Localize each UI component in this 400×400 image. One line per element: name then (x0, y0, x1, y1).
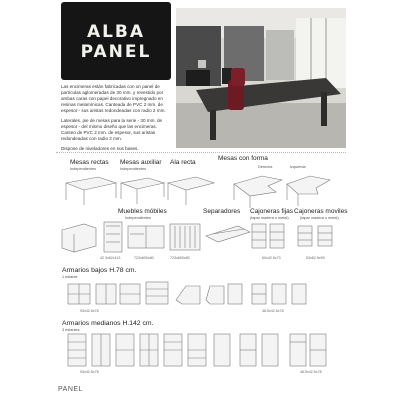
dim-muebles-moviles-a: 42 3x62x113 (100, 256, 121, 260)
armario-mediano-8 (240, 334, 256, 366)
armarios-bajos-sub: 1 estante (62, 275, 78, 279)
dim-cajoneras-moviles: 53x62.5x59 (306, 256, 325, 260)
sub-izquierda: Izquierda (290, 165, 306, 169)
intro-paragraph-3: Dispone de niveladores en sus bases. (61, 146, 139, 151)
armario-mediano-6 (188, 334, 206, 366)
dim-cajoneras-fijas: 60x42.5x73 (262, 256, 281, 260)
dim-muebles-moviles-b: 723x600x80 (134, 256, 154, 260)
armario-mediano-4 (140, 334, 158, 366)
sub-cajoneras-fijas: (tapar madera o metal) (250, 216, 289, 220)
armarios-medianos-title: Armarios medianos H.142 cm. (62, 320, 154, 327)
sub-derecha: Derecha (258, 165, 273, 169)
label-cajoneras-moviles: Cajoneras moviles (294, 208, 348, 215)
dim-muebles-moviles-c: 723x600x80 (170, 256, 190, 260)
armarios-medianos-dim-right: 46.5x42.5x78 (300, 370, 322, 374)
armarios-medianos-sub: 3 estantes (62, 328, 80, 332)
armario-mediano-5 (164, 334, 182, 366)
label-separadores: Separadores (203, 208, 241, 215)
brand-line-1: ALBA (86, 22, 146, 42)
armario-mediano-3 (116, 334, 134, 366)
armarios-bajos-title: Armarios bajos H.78 cm. (62, 267, 137, 274)
label-mesas-con-forma: Mesas con forma (218, 155, 268, 162)
intro-paragraph-1: Las encimeras están fabricadas con un panel de partículas aglomeradas de 30 mm. y revestido por ambas caras con papel decorativo impregnado en resinas melamínicas. Canteada de PVC 2 mm. de espesor - sus aristas redondeadas con radio 2 mm. (61, 84, 166, 113)
label-muebles-moviles: Muebles móbiles (118, 208, 167, 215)
footer-text: PANEL (58, 386, 83, 393)
sub-mesas-rectas: Independientes (70, 167, 96, 171)
armario-mediano-2 (92, 334, 110, 366)
armario-mediano-9 (262, 334, 278, 366)
armario-mediano-10 (290, 334, 306, 366)
armarios-bajos-dim-right: 46.5x42.5x78 (262, 309, 284, 313)
armario-mediano-11 (310, 334, 326, 366)
label-cajoneras-fijas: Cajoneras fijas (250, 208, 293, 215)
intro-paragraph-2: Laterales, pie de mesas para la serie - 30 mm. de espesor - del mismo diseño que las encimeras. Canteo de PVC 2 mm. de espesor, sus aristas redondeadas con radio 2 mm. (61, 118, 163, 141)
armarios-medianos-dim-left: 93x42.5x78 (80, 370, 99, 374)
armario-mediano-1 (68, 334, 86, 366)
sub-muebles-moviles: Independientes (125, 216, 151, 220)
armarios-bajos-dim-left: 93x42.5x78 (80, 309, 99, 313)
armario-mediano-7 (214, 334, 230, 366)
label-mesas-auxiliar: Mesas auxiliar (120, 159, 162, 166)
label-mesas-rectas: Mesas rectas (70, 159, 109, 166)
label-ala-recta: Ala recta (170, 159, 196, 166)
sub-mesas-auxiliar: Independientes (120, 167, 146, 171)
brand-line-2: PANEL (80, 42, 152, 62)
sub-cajoneras-moviles: (tapar madera o metal) (300, 216, 339, 220)
